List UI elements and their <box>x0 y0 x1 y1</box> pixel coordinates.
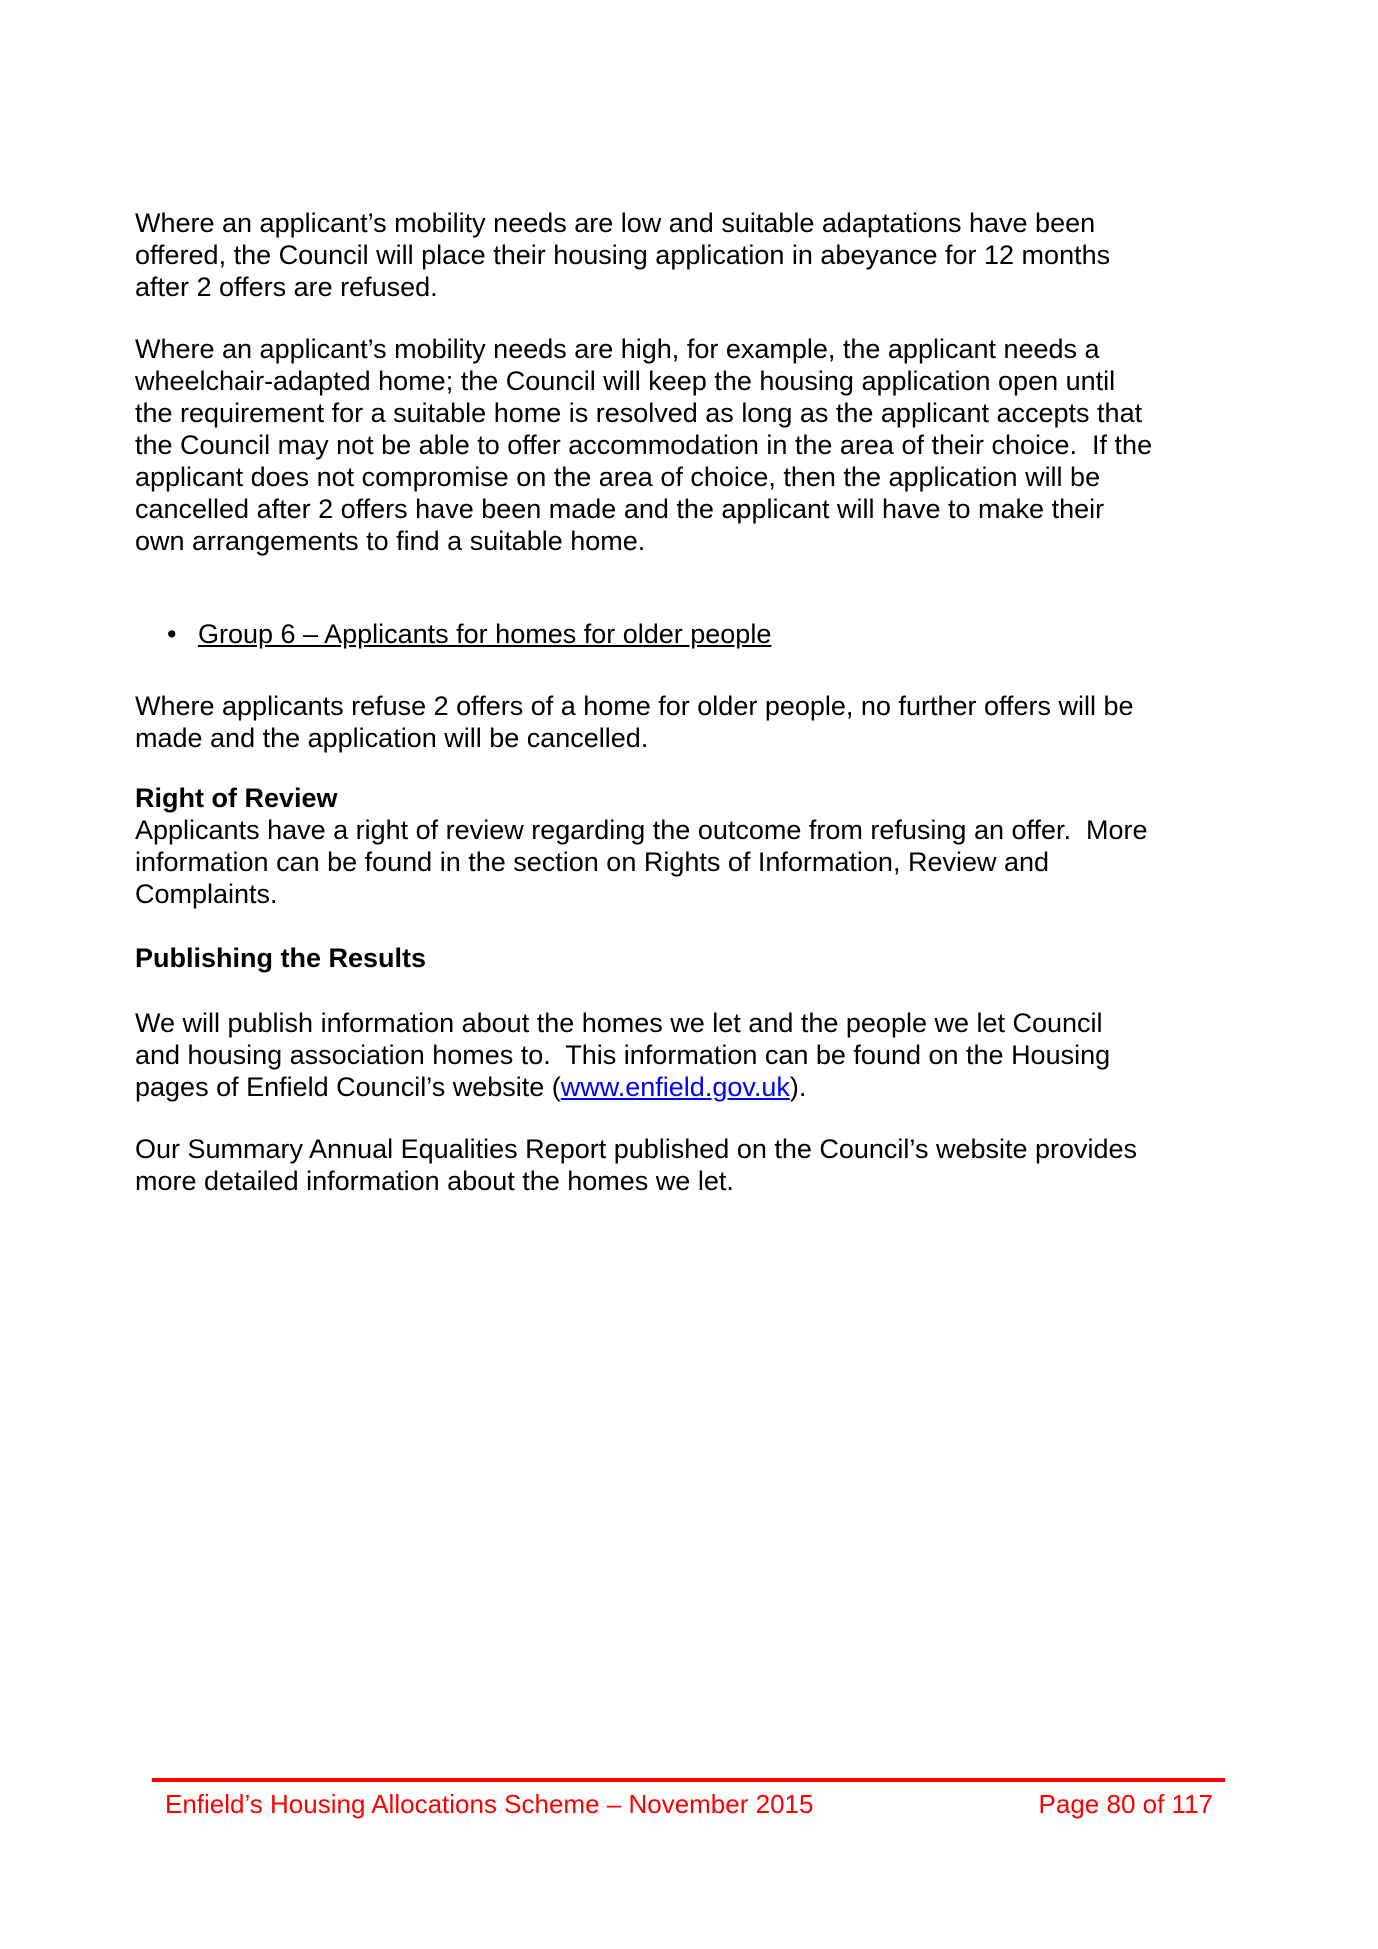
paragraph-summary-report <box>135 1133 1247 1197</box>
footer-text-row <box>152 1788 1225 1820</box>
paragraph-line: We will publish information about the homes we let and the people we let Council <box>135 1008 1103 1038</box>
heading-publishing-results: Publishing the Results <box>135 943 427 973</box>
paragraph-older-people <box>135 690 1247 754</box>
paragraph-line: the Council may not be able to offer accommodation in the area of their choice. If the <box>135 430 1153 460</box>
bullet-group6-label: Group 6 – Applicants for homes for older people <box>198 619 772 649</box>
footer-page-number: Page 80 of 117 <box>1038 1789 1213 1819</box>
paragraph-line: offered, the Council will place their housing application in abeyance for 12 months <box>135 240 1111 270</box>
paragraph-line: and housing association homes to. This information can be found on the Housing <box>135 1040 1111 1070</box>
paragraph-line: more detailed information about the homes we let. <box>135 1166 734 1196</box>
paragraph-mobility-low <box>135 207 1247 303</box>
paragraph-publishing <box>135 1007 1247 1103</box>
paragraph-line: Where applicants refuse 2 offers of a home for older people, no further offers will be <box>135 691 1134 721</box>
paragraph-line: Applicants have a right of review regarding the outcome from refusing an offer. More <box>135 815 1148 845</box>
paragraph-line: the requirement for a suitable home is resolved as long as the applicant accepts that <box>135 398 1143 428</box>
paragraph-line-with-link <box>135 1071 1247 1103</box>
paragraph-line: Where an applicant’s mobility needs are high, for example, the applicant needs a <box>135 334 1100 364</box>
paragraph-right-of-review <box>135 814 1247 910</box>
footer-divider-line <box>152 1778 1225 1782</box>
paragraph-line: applicant does not compromise on the area of choice, then the application will be <box>135 462 1101 492</box>
paragraph-line: cancelled after 2 offers have been made and the applicant will have to make their <box>135 494 1105 524</box>
paragraph-line: after 2 offers are refused. <box>135 272 438 302</box>
page-footer <box>152 1778 1225 1820</box>
link-prefix-text: pages of Enfield Council’s website ( <box>135 1072 561 1102</box>
page-body-text <box>135 0 1247 1197</box>
paragraph-mobility-high <box>135 333 1247 557</box>
footer-document-title: Enfield’s Housing Allocations Scheme – November 2015 <box>165 1789 814 1819</box>
paragraph-line: information can be found in the section on Rights of Information, Review and <box>135 847 1050 877</box>
paragraph-line: own arrangements to find a suitable home. <box>135 526 646 556</box>
paragraph-line: Our Summary Annual Equalities Report published on the Council’s website provides <box>135 1134 1138 1164</box>
bullet-marker-icon: • <box>167 619 177 649</box>
paragraph-line: Where an applicant’s mobility needs are low and suitable adaptations have been <box>135 208 1096 238</box>
bullet-item-group6 <box>135 618 1247 650</box>
link-suffix-text: ). <box>789 1072 807 1102</box>
enfield-website-link[interactable]: www.enfield.gov.uk <box>560 1072 790 1102</box>
paragraph-line: wheelchair-adapted home; the Council will keep the housing application open until <box>135 366 1116 396</box>
heading-right-of-review: Right of Review <box>135 783 338 813</box>
paragraph-line: made and the application will be cancelled. <box>135 723 649 753</box>
paragraph-line: Complaints. <box>135 879 278 909</box>
